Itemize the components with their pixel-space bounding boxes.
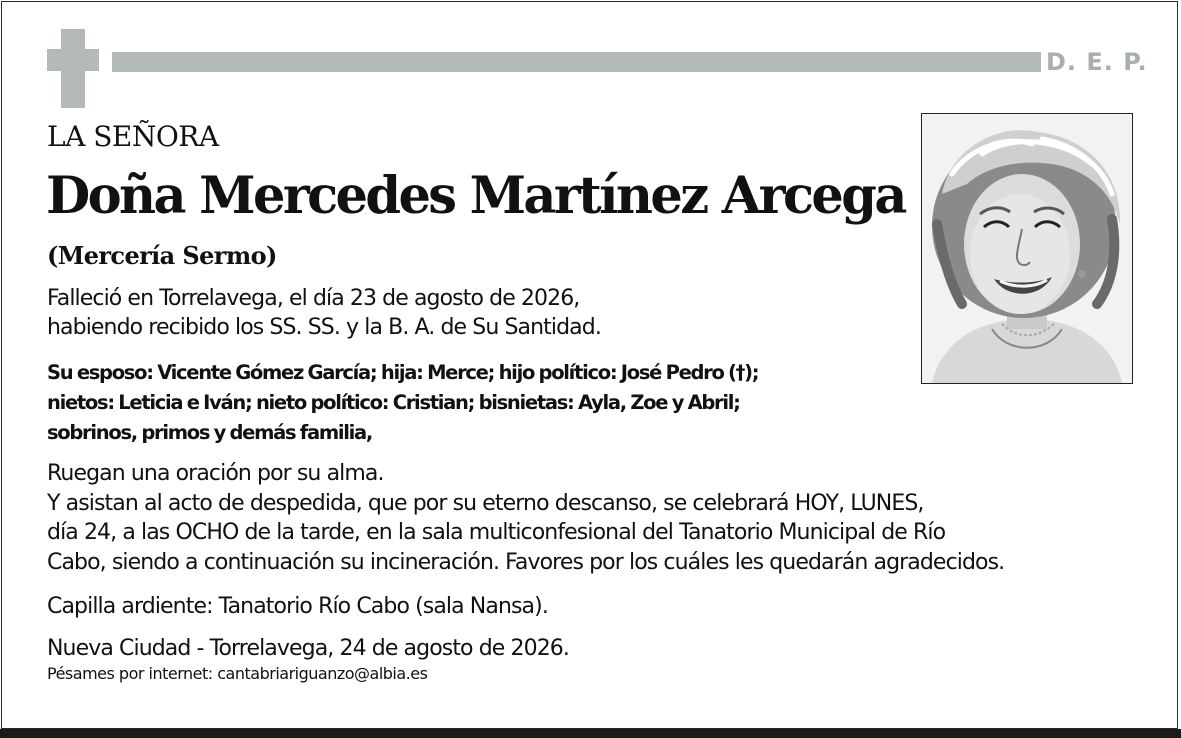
portrait-illustration [922, 114, 1132, 383]
honorific: LA SEÑORA [47, 120, 219, 153]
ceremony-line: día 24, a las OCHO de la tarde, en la sala multiconfesional del Tanatorio Municipal de Río [47, 520, 946, 545]
ceremony-line: Cabo, siendo a continuación su incineración. Favores por los cuáles les quedarán agradecidos. [47, 549, 1005, 575]
deceased-nickname: (Mercería Sermo) [47, 241, 277, 270]
death-notice-line: Falleció en Torrelavega, el día 23 de agosto de 2026, [47, 286, 580, 311]
death-notice-line: habiendo recibido los SS. SS. y la B. A. de Su Santidad. [47, 315, 601, 340]
ceremony-line: Ruegan una oración por su alma. [47, 461, 384, 486]
chapel-location: Capilla ardiente: Tanatorio Río Cabo (sala Nansa). [47, 594, 548, 619]
family-line: nietos: Leticia e Iván; nieto político: Cristian; bisnietas: Ayla, Zoe y Abril; [47, 391, 740, 414]
portrait-photo [921, 113, 1133, 384]
family-line: sobrinos, primos y demás familia, [47, 421, 372, 444]
ceremony-line: Y asistan al acto de despedida, que por su eterno descanso, se celebrará HOY, LUNES, [47, 490, 924, 516]
place-date: Nueva Ciudad - Torrelavega, 24 de agosto de 2026. [47, 636, 569, 661]
bottom-bar [0, 729, 1181, 738]
condolences-contact: Pésames por internet: cantabriariguanzo@albia.es [47, 664, 428, 683]
family-list [47, 358, 758, 448]
death-notice [47, 284, 601, 342]
deceased-name: Doña Mercedes Martínez Arcega [46, 166, 905, 226]
header-rule [112, 52, 1041, 72]
dep-abbreviation: D. E. P. [1046, 48, 1148, 76]
family-line: Su esposo: Vicente Gómez García; hija: Merce; hijo político: José Pedro (†); [47, 361, 759, 384]
ceremony-details [47, 459, 1004, 577]
